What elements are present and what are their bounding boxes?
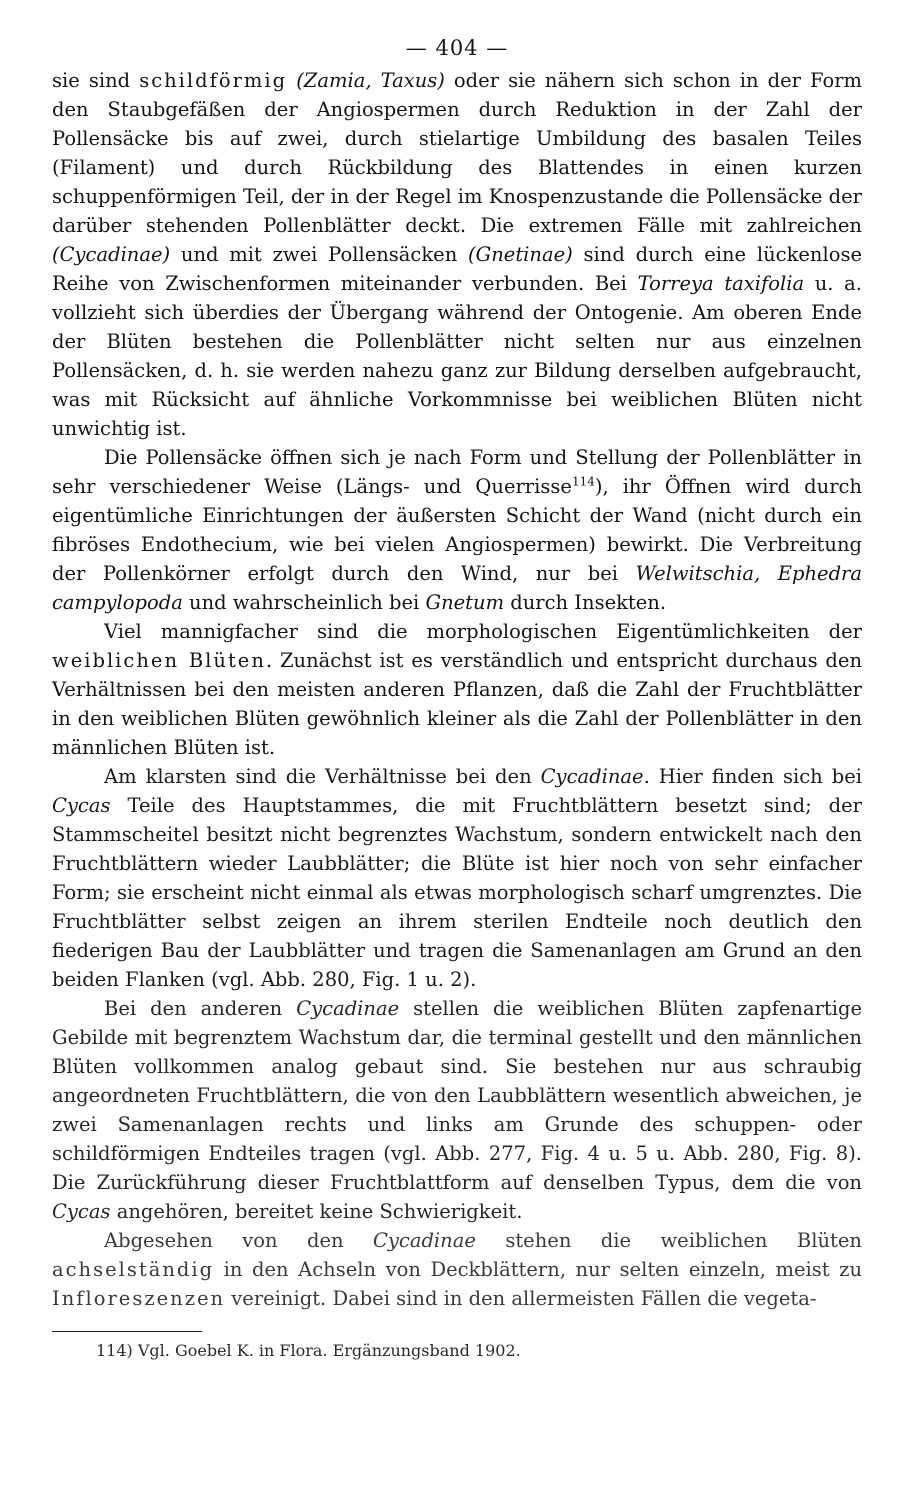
footnote: 114) Vgl. Goebel K. in Flora. Ergänzungsband 1902. <box>96 1341 521 1360</box>
text-run: sind durch eine lückenlose Reihe von Zwischenformen miteinander verbunden. Bei <box>52 243 863 295</box>
text-run: u. a. vollzieht sich überdies der Übergang während der Ontogenie. Am oberen Ende der Blüten bestehen die Pollenblätter nicht selten nur aus einzelnen Pollensäcken, d. h. sie werden nahezu ganz zur Bildung derselben aufgebraucht, was mit Rücksicht auf ähnliche Vorkommnisse bei weiblichen Blüten nicht unwichtig ist. <box>52 272 862 440</box>
text-run: Die Pollensäcke öffnen sich je nach Form und Stellung der Pollenblätter in sehr verschiedener Weise (Längs- und Querrisse <box>52 446 862 498</box>
italic-term: Gnetum <box>425 591 505 614</box>
italic-term: Cycadinae <box>296 997 400 1020</box>
text-run: Bei den anderen <box>104 997 297 1020</box>
text-run: Viel mannigfacher sind die morphologischen Eigentümlichkeiten der <box>104 620 862 643</box>
italic-term: Cycas <box>52 794 111 817</box>
paragraph <box>52 994 862 1226</box>
italic-term: (Cycadinae) <box>52 243 171 266</box>
text-run <box>287 69 296 92</box>
text-run: Am klarsten sind die Verhältnisse bei den <box>104 765 541 788</box>
footnote-reference: 114 <box>571 474 595 489</box>
text-run: angehören, bereitet keine Schwierigkeit. <box>110 1200 523 1223</box>
spaced-emphasis: weiblichen Blüten <box>52 649 266 672</box>
book-page <box>52 36 862 1362</box>
text-run: vereinigt. Dabei sind in den allermeisten Fällen die vegeta- <box>225 1287 817 1310</box>
spaced-emphasis: schildförmig <box>139 69 288 92</box>
text-run: Abgesehen von den <box>104 1229 373 1252</box>
text-run: in den Achseln von Deckblättern, nur selten einzeln, meist zu <box>214 1258 862 1281</box>
paragraph <box>52 66 862 443</box>
footnote-divider <box>52 1331 202 1332</box>
paragraph <box>52 1226 862 1313</box>
paragraph <box>52 762 862 994</box>
italic-term: Cycadinae <box>540 765 644 788</box>
text-run: . Hier finden sich bei <box>643 765 862 788</box>
spaced-emphasis: achselständig <box>52 1258 215 1281</box>
text-run: . Zunächst ist es verständlich und entspricht durchaus den Verhältnissen bei den meisten anderen Pflanzen, daß die Zahl der Fruchtblätter in den weiblichen Blüten gewöhnlich kleiner als die Zahl der Pollenblätter in den männlichen Blüten ist. <box>52 649 863 759</box>
text-run: Teile des Hauptstammes, die mit Fruchtblättern besetzt sind; der Stammscheitel besitzt nicht begrenztes Wachstum, sondern entwickelt nach den Fruchtblättern wieder Laubblätter; die Blüte ist hier noch von sehr einfacher Form; sie erscheint nicht einmal als etwas morphologisch scharf umgrenztes. Die Fruchtblätter selbst zeigen an ihrem sterilen Endteile noch deutlich den fiederigen Bau der Laubblätter und tragen die Samenanlagen am Grund an den beiden Flanken (vgl. Abb. 280, Fig. 1 u. 2). <box>52 794 862 991</box>
text-run: sie sind <box>52 69 140 92</box>
text-run: ), ihr Öffnen wird durch eigentümliche Einrichtungen der äußersten Schicht der Wand (nicht durch ein fibröses Endothecium, wie bei vielen Angiospermen) bewirkt. Die Verbreitung der Pollenkörner erfolgt durch den Wind, nur bei <box>52 475 862 585</box>
page-number: — 404 — <box>405 36 509 60</box>
paragraph <box>52 443 862 617</box>
italic-term: Cycadinae <box>372 1229 476 1252</box>
spaced-emphasis: Infloreszenzen <box>52 1287 226 1310</box>
text-run: oder sie nähern sich schon in der Form den Staubgefäßen der Angiospermen durch Reduktion in der Zahl der Pollensäcke bis auf zwei, durch stielartige Umbildung des basalen Teiles (Filament) und durch Rückbildung des Blattendes in einen kurzen schuppenförmigen Teil, der in der Regel im Knospenzustande die Pollensäcke der darüber stehenden Pollenblätter deckt. Die extremen Fälle mit zahlreichen <box>52 69 863 237</box>
body-text <box>52 66 862 1313</box>
italic-term: Torreya taxifolia <box>637 272 805 295</box>
text-run: stellen die weiblichen Blüten zapfenartige Gebilde mit begrenztem Wachstum dar, die terminal gestellt und den männlichen Blüten vollkommen analog gebaut sind. Sie bestehen nur aus schraubig angeordneten Fruchtblättern, die von den Laubblättern wesentlich abweichen, je zwei Samenanlagen rechts und links am Grunde des schuppen- oder schildförmigen Endteiles tragen (vgl. Abb. 277, Fig. 4 u. 5 u. Abb. 280, Fig. 8). Die Zurückführung dieser Fruchtblattform auf denselben Typus, dem die von <box>52 997 862 1194</box>
paragraph <box>52 617 862 762</box>
italic-term: (Zamia, Taxus) <box>296 69 445 92</box>
text-run: und wahrscheinlich bei <box>182 591 426 614</box>
italic-term: (Gnetinae) <box>468 243 573 266</box>
italic-term: Welwitschia, Ephedra campylopoda <box>52 562 862 614</box>
italic-term: Cycas <box>52 1200 111 1223</box>
text-run: und mit zwei Pollensäcken <box>170 243 469 266</box>
text-run: durch Insekten. <box>504 591 667 614</box>
text-run: stehen die weiblichen Blüten <box>475 1229 862 1252</box>
